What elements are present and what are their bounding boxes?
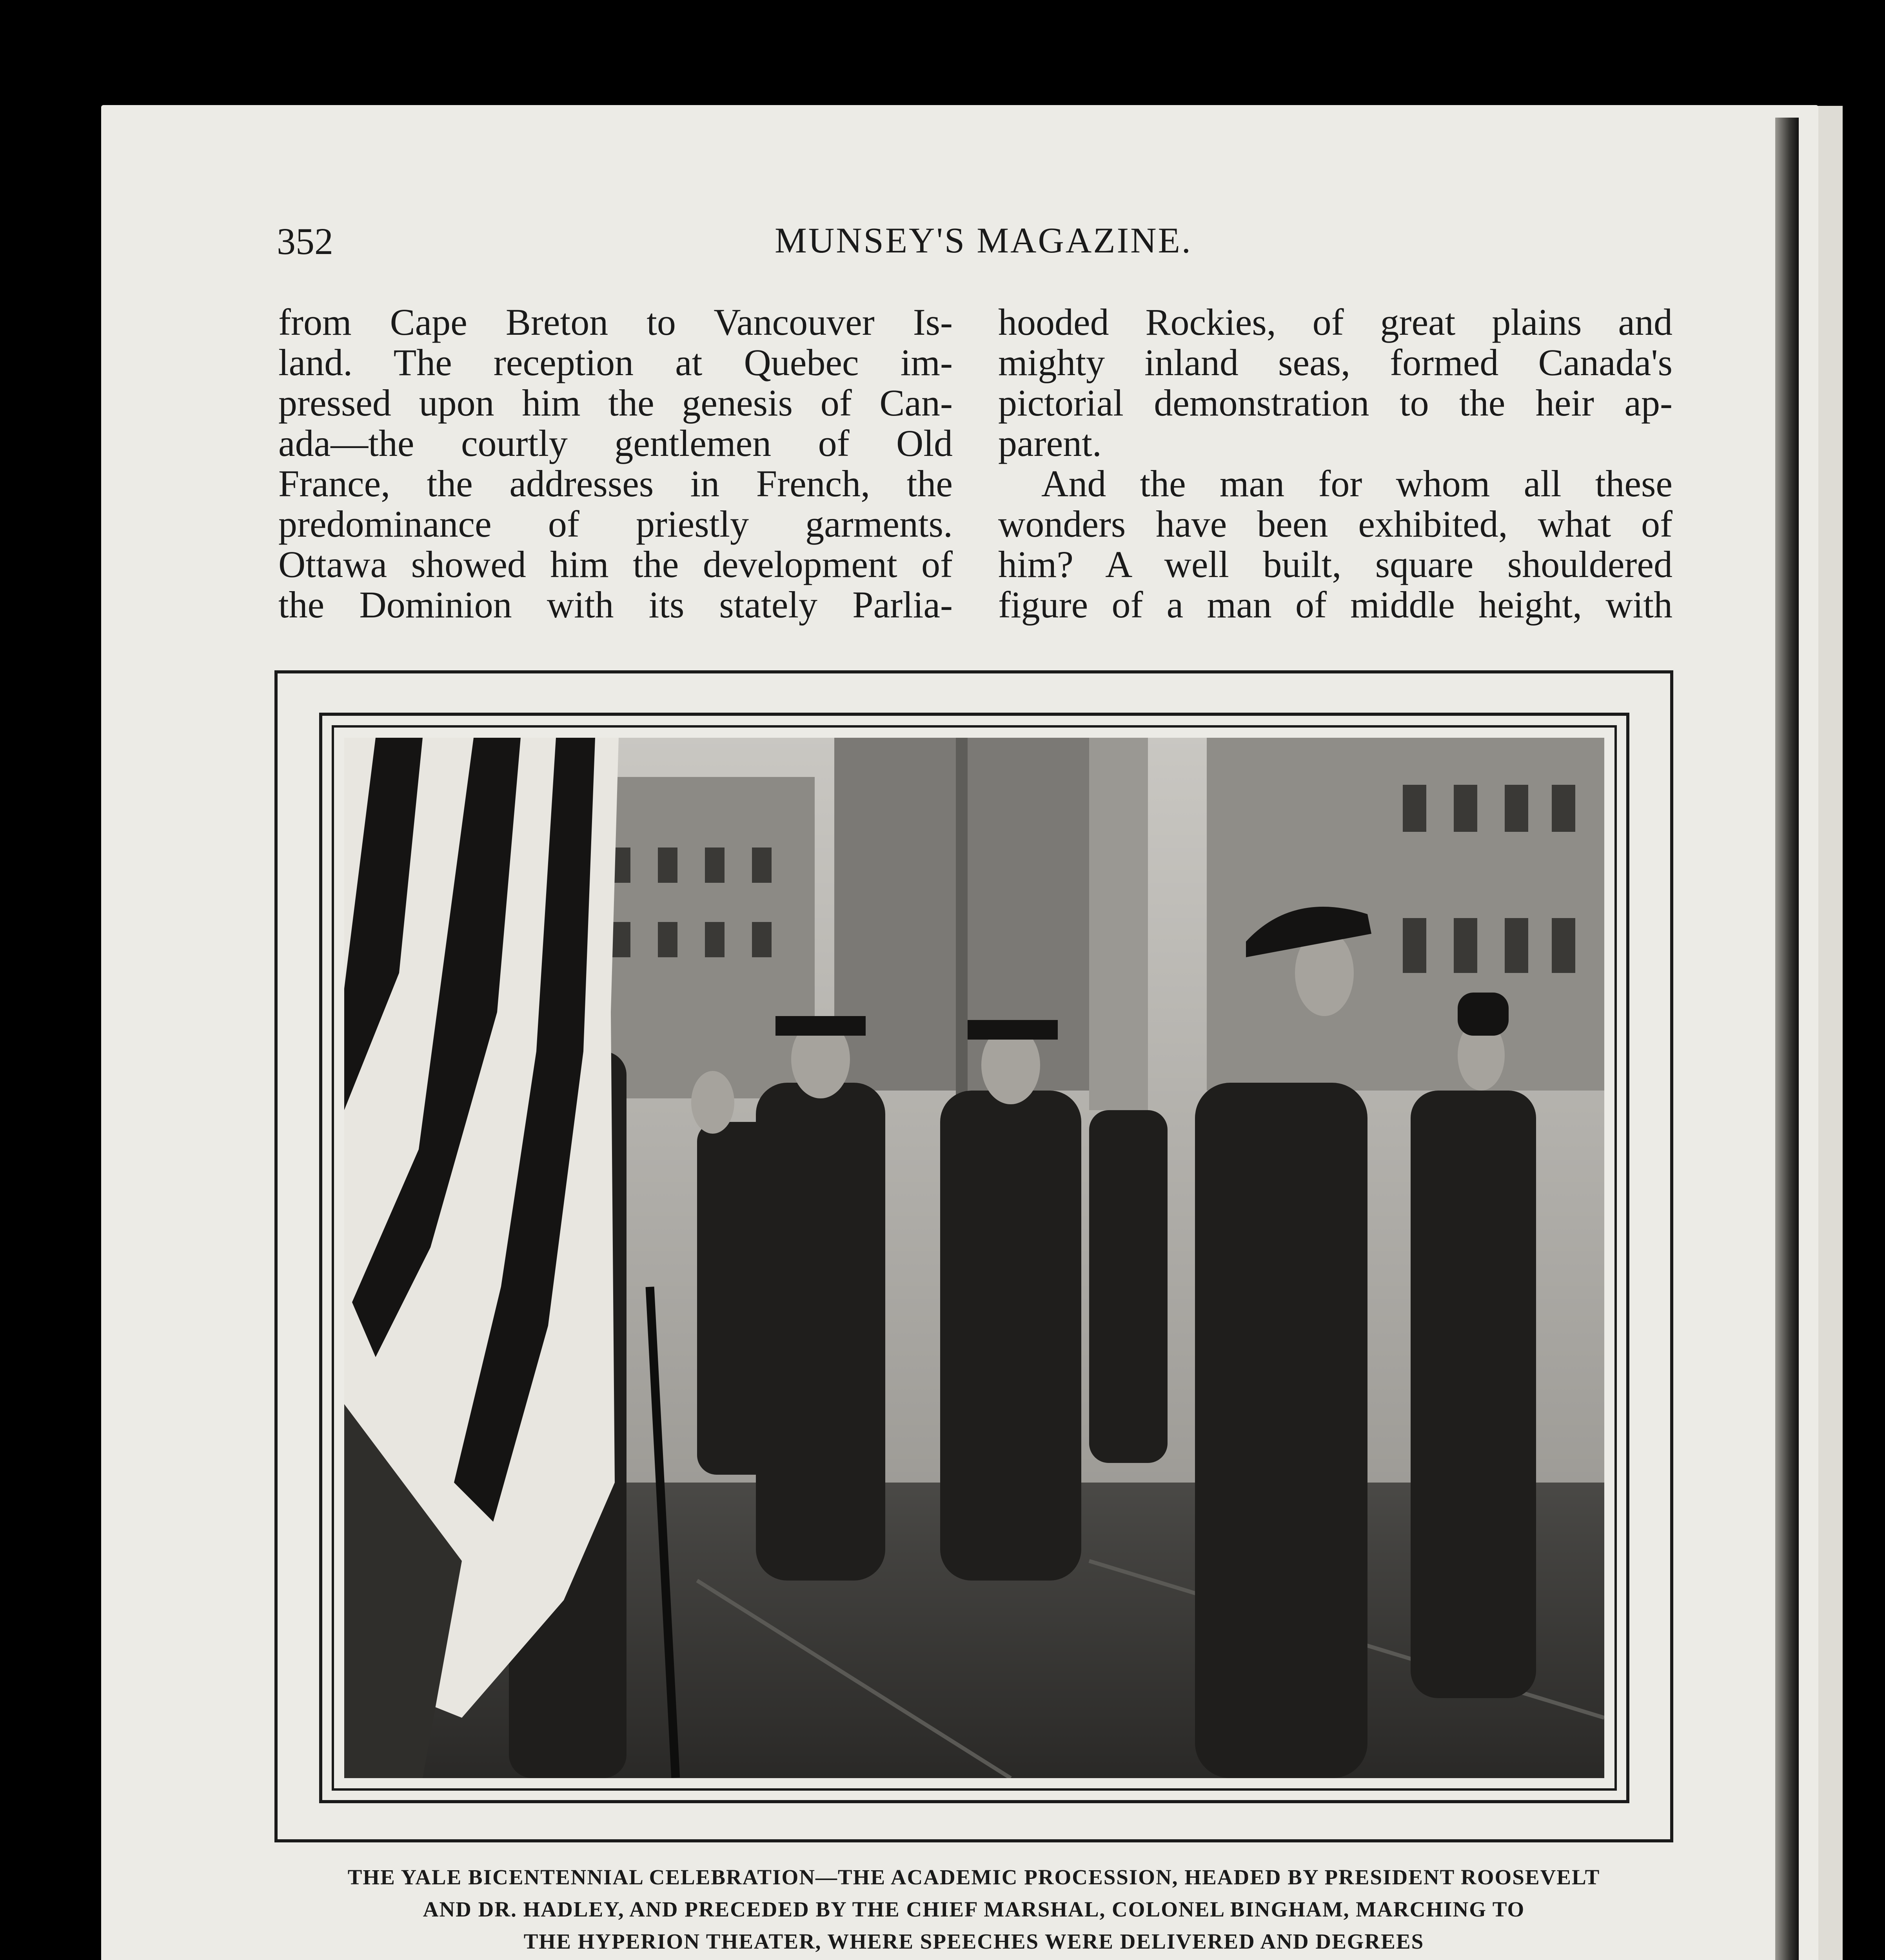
- text-line: from Cape Breton to Vancouver Is-: [278, 301, 953, 343]
- text-line: hooded Rockies, of great plains and: [998, 301, 1673, 343]
- caption-line: AND DR. HADLEY, AND PRECEDED BY THE CHIEF MARSHAL, COLONEL BINGHAM, MARCHING TO: [423, 1897, 1525, 1921]
- text-line: wonders have been exhibited, what of: [998, 503, 1673, 545]
- text-line: mighty inland seas, formed Canada's: [998, 341, 1673, 383]
- page-gutter-shadow: [1775, 118, 1799, 1960]
- text-line: pressed upon him the genesis of Can-: [278, 382, 953, 424]
- text-line: figure of a man of middle height, with: [998, 584, 1673, 626]
- text-line: him? A well built, square shouldered: [998, 543, 1673, 585]
- top-left-column: [278, 302, 953, 625]
- text-line: France, the addresses in French, the: [278, 463, 953, 505]
- photo-caption: [274, 1861, 1673, 1960]
- caption-line: THE HYPERION THEATER, WHERE SPEECHES WERE DELIVERED AND DEGREES: [523, 1929, 1424, 1953]
- page-header: [277, 220, 1194, 267]
- procession-photograph: [344, 738, 1604, 1778]
- top-right-column: [998, 302, 1673, 625]
- caption-line: [274, 1958, 1673, 1960]
- page-number: 352: [277, 220, 333, 262]
- text-line: predominance of priestly garments.: [278, 503, 953, 545]
- text-line: pictorial demonstration to the heir ap-: [998, 382, 1673, 424]
- running-head: MUNSEY'S MAGAZINE.: [775, 220, 1192, 260]
- text-line: parent.: [998, 422, 1102, 464]
- text-line: land. The reception at Quebec im-: [278, 341, 953, 383]
- text-line: Ottawa showed him the development of: [278, 543, 953, 585]
- text-line: the Dominion with its stately Parlia-: [278, 584, 953, 626]
- text-line: ada—the courtly gentlemen of Old: [278, 422, 953, 464]
- text-line: And the man for whom all these: [1041, 463, 1673, 505]
- caption-line: THE YALE BICENTENNIAL CELEBRATION—THE ACADEMIC PROCESSION, HEADED BY PRESIDENT ROOSEVELT: [347, 1865, 1600, 1889]
